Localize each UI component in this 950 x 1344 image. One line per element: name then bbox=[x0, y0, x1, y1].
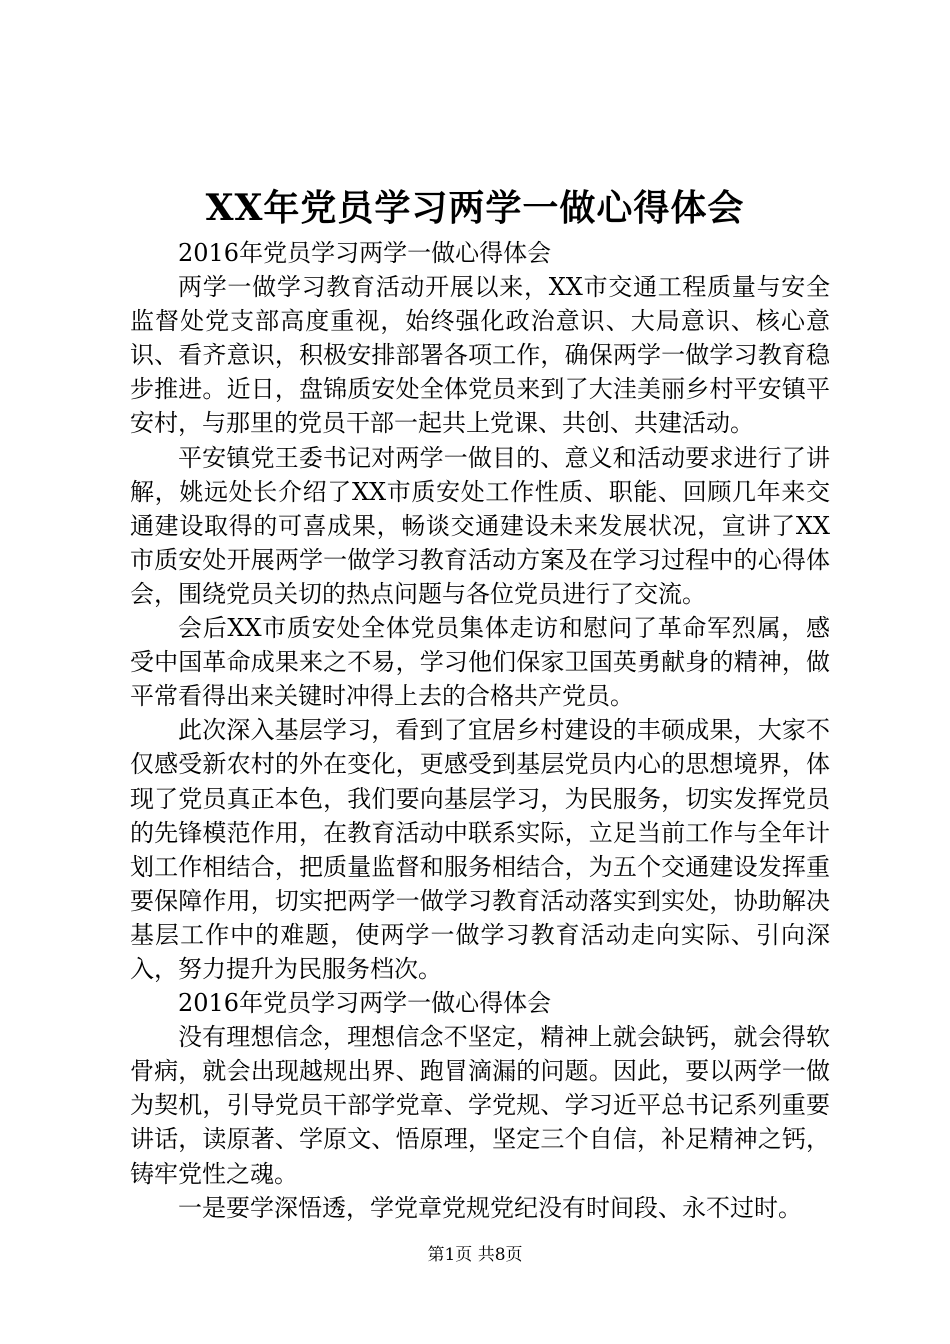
page-number-footer: 第1页 共8页 bbox=[427, 1245, 523, 1265]
paragraph: 一是要学深悟透，学党章党规党纪没有时间段、永不过时。 bbox=[178, 1193, 802, 1222]
document-title: XX年党员学习两学一做心得体会 bbox=[205, 187, 745, 229]
paragraph: 两学一做学习教育活动开展以来，XX市交通工程质量与安全监督处党支部高度重视，始终强化政治意识、大局意识、核心意识、看齐意识，积极安排部署各项工作，确保两学一做学习教育稳步推进。近日，盘锦质安处全体党员来到了大洼美丽乡村平安镇平安村，与那里的党员干部一起共上党课、共创、共建活动。 bbox=[130, 273, 830, 438]
paragraph: 没有理想信念，理想信念不坚定，精神上就会缺钙，就会得软骨病，就会出现越规出界、跑冒滴漏的问题。因此，要以两学一做为契机，引导党员干部学党章、学党规、学习近平总书记系列重要讲话，读原著、学原文、悟原理，坚定三个自信，补足精神之钙，铸牢党性之魂。 bbox=[130, 1023, 830, 1188]
paragraph-subtitle: 2016年党员学习两学一做心得体会 bbox=[178, 239, 552, 267]
paragraph: 平安镇党王委书记对两学一做目的、意义和活动要求进行了讲解，姚远处长介绍了XX市质安处工作性质、职能、回顾几年来交通建设取得的可喜成果，畅谈交通建设未来发展状况，宣讲了XX市质安处开展两学一做学习教育活动方案及在学习过程中的心得体会，围绕党员关切的热点问题与各位党员进行了交流。 bbox=[130, 443, 830, 608]
document-body bbox=[130, 236, 830, 1225]
paragraph: 会后XX市质安处全体党员集体走访和慰问了革命军烈属，感受中国革命成果来之不易，学习他们保家卫国英勇献身的精神，做平常看得出来关键时冲得上去的合格共产党员。 bbox=[130, 614, 830, 711]
paragraph: 此次深入基层学习，看到了宜居乡村建设的丰硕成果，大家不仅感受新农村的外在变化，更感受到基层党员内心的思想境界，体现了党员真正本色，我们要向基层学习，为民服务，切实发挥党员的先锋模范作用，在教育活动中联系实际，立足当前工作与全年计划工作相结合，把质量监督和服务相结合，为五个交通建设发挥重要保障作用，切实把两学一做学习教育活动落实到实处，协助解决基层工作中的难题，使两学一做学习教育活动走向实际、引向深入，努力提升为民服务档次。 bbox=[130, 716, 830, 983]
paragraph-subtitle: 2016年党员学习两学一做心得体会 bbox=[178, 989, 552, 1018]
